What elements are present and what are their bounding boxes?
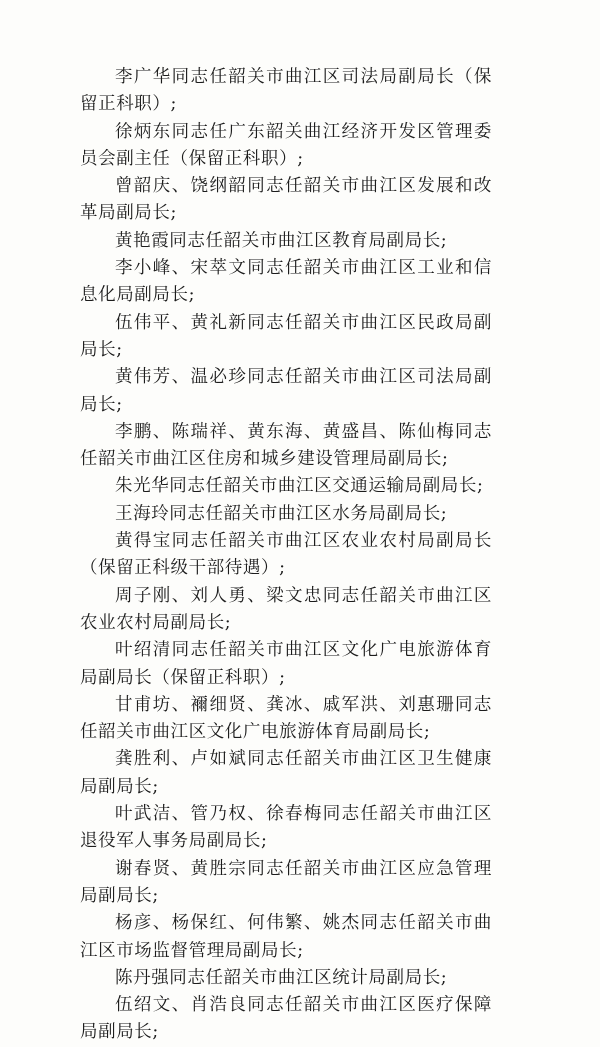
appointment-list [80,64,492,1047]
appointment-paragraph: 伍伟平、黄礼新同志任韶关市曲江区民政局副局长; [80,312,492,360]
appointment-paragraph: 叶武洁、管乃权、徐春梅同志任韶关市曲江区退役军人事务局副局长; [80,804,492,852]
appointment-paragraph: 李鹏、陈瑞祥、黄东海、黄盛昌、陈仙梅同志任韶关市曲江区住房和城乡建设管理局副局长; [80,421,492,470]
appointment-paragraph: 李小峰、宋萃文同志任韶关市曲江区工业和信息化局副局长; [80,258,492,306]
appointment-paragraph: 黄得宝同志任韶关市曲江区农业农村局副局长（保留正科级干部待遇）; [80,531,492,579]
appointment-paragraph: 甘甫坊、襧细贤、龚冰、戚军洪、刘惠珊同志任韶关市曲江区文化广电旅游体育局副局长; [80,694,492,743]
appointment-paragraph: 朱光华同志任韶关市曲江区交通运输局副局长; [115,476,484,497]
appointment-paragraph: 周子刚、刘人勇、梁文忠同志任韶关市曲江区农业农村局副局长; [80,585,492,633]
appointment-paragraph: 黄艳霞同志任韶关市曲江区教育局副局长; [115,230,448,251]
appointment-paragraph: 黄伟芳、温必珍同志任韶关市曲江区司法局副局长; [80,367,492,415]
appointment-paragraph: 曾韶庆、饶纲韶同志任韶关市曲江区发展和改革局副局长; [80,176,492,224]
appointment-paragraph: 杨彦、杨保红、何伟繁、姚杰同志任韶关市曲江区市场监督管理局副局长; [80,913,492,961]
appointment-paragraph: 叶绍清同志任韶关市曲江区文化广电旅游体育局副局长（保留正科职）; [80,640,492,688]
appointment-paragraph: 伍绍文、肖浩良同志任韶关市曲江区医疗保障局副局长; [80,995,492,1043]
appointment-paragraph: 龚胜利、卢如斌同志任韶关市曲江区卫生健康局副局长; [80,749,492,797]
appointment-paragraph: 李广华同志任韶关市曲江区司法局副局长（保留正科职）; [80,67,492,115]
appointment-paragraph: 徐炳东同志任广东韶关曲江经济开发区管理委员会副主任（保留正科职）; [80,121,492,169]
appointment-paragraph: 王海玲同志任韶关市曲江区水务局副局长; [115,503,448,524]
appointment-paragraph: 陈丹强同志任韶关市曲江区统计局副局长; [115,967,448,988]
appointment-paragraph: 谢春贤、黄胜宗同志任韶关市曲江区应急管理局副局长; [80,858,492,906]
